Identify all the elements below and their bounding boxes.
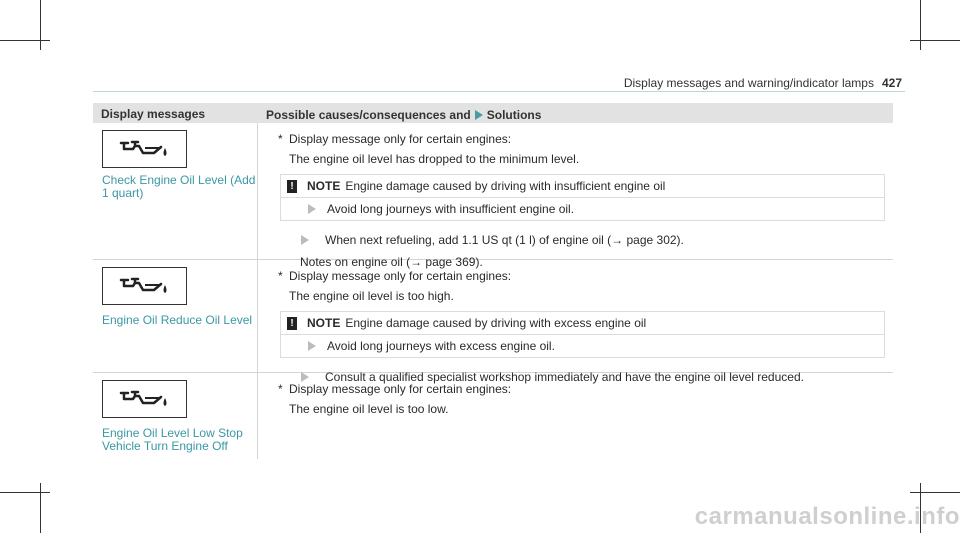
crop-mark	[0, 492, 50, 493]
step-arrow-icon	[308, 204, 316, 214]
asterisk: *	[278, 132, 283, 146]
oil-can-level-icon	[102, 380, 187, 418]
footnote-text[interactable]: Notes on engine oil (→ page 369).	[300, 255, 483, 269]
message-text: Check Engine Oil Level (Add 1 quart)	[102, 173, 256, 200]
star-line	[258, 132, 893, 146]
star-text: Display message only for certain engines:	[289, 382, 512, 396]
crop-mark	[910, 492, 960, 493]
note-step	[281, 198, 884, 220]
star-line	[258, 269, 893, 283]
note-step-text: Avoid long journeys with excess engine oil.	[327, 339, 555, 353]
note-step	[281, 335, 884, 357]
display-messages-table	[93, 103, 893, 459]
crop-mark	[910, 40, 960, 41]
solutions-arrow-icon	[475, 110, 483, 120]
causes-cell	[258, 123, 893, 269]
crop-mark	[920, 0, 921, 50]
header-title: Display messages and warning/indicator lamps	[623, 76, 874, 90]
star-text: Display message only for certain engines:	[289, 132, 512, 146]
warning-icon: !	[287, 180, 297, 193]
col-header-causes	[258, 103, 893, 123]
display-message-cell	[93, 260, 258, 372]
message-text: Engine Oil Reduce Oil Level	[102, 313, 253, 327]
action-text: Consult a qualified specialist workshop immediately and have the engine oil level reduced.	[325, 370, 804, 384]
note-label: NOTE	[307, 316, 341, 330]
note-box	[280, 174, 885, 221]
cause-text: The engine oil level is too high.	[289, 289, 454, 303]
step-arrow-icon	[308, 341, 316, 351]
action-step	[258, 233, 893, 247]
message-text: Engine Oil Level Low Stop Vehicle Turn Engine Off	[102, 426, 243, 453]
col-header-display-messages: Display messages	[101, 107, 206, 121]
note-text: Engine damage caused by driving with excess engine oil	[345, 316, 647, 330]
page-number: 427	[881, 76, 902, 90]
asterisk: *	[278, 382, 283, 396]
note-box	[280, 311, 885, 358]
action-text[interactable]: When next refueling, add 1.1 US qt (1 l) of engine oil (→ page 302).	[325, 233, 684, 247]
watermark: carmanualsonline.info	[694, 503, 960, 530]
cause-text: The engine oil level has dropped to the minimum level.	[289, 152, 580, 166]
star-line	[258, 382, 893, 396]
cause-text: The engine oil level is too low.	[289, 402, 449, 416]
asterisk: *	[278, 269, 283, 283]
display-message-cell	[93, 123, 258, 259]
table-row	[93, 260, 893, 384]
col-header-causes-label: Possible causes/consequences and	[266, 108, 471, 122]
warning-icon: !	[287, 317, 297, 330]
crop-mark	[40, 483, 41, 533]
crop-mark	[40, 0, 41, 50]
causes-cell	[258, 373, 893, 459]
oil-can-level-icon	[102, 130, 187, 168]
col-header-solutions-label: Solutions	[486, 108, 542, 122]
note-label: NOTE	[307, 179, 341, 193]
note-step-text: Avoid long journeys with insufficient engine oil.	[327, 202, 575, 216]
note-header	[281, 175, 884, 198]
table-header	[93, 103, 893, 123]
table-row	[93, 123, 893, 269]
oil-can-level-icon	[102, 267, 187, 305]
note-text: Engine damage caused by driving with insufficient engine oil	[345, 179, 666, 193]
causes-cell	[258, 260, 893, 384]
note-header	[281, 312, 884, 335]
step-arrow-icon	[301, 235, 309, 245]
star-text: Display message only for certain engines:	[289, 269, 512, 283]
display-message-cell	[93, 373, 258, 459]
crop-mark	[0, 40, 50, 41]
header-rule	[93, 91, 905, 92]
running-header	[624, 76, 902, 90]
table-row	[93, 373, 893, 459]
